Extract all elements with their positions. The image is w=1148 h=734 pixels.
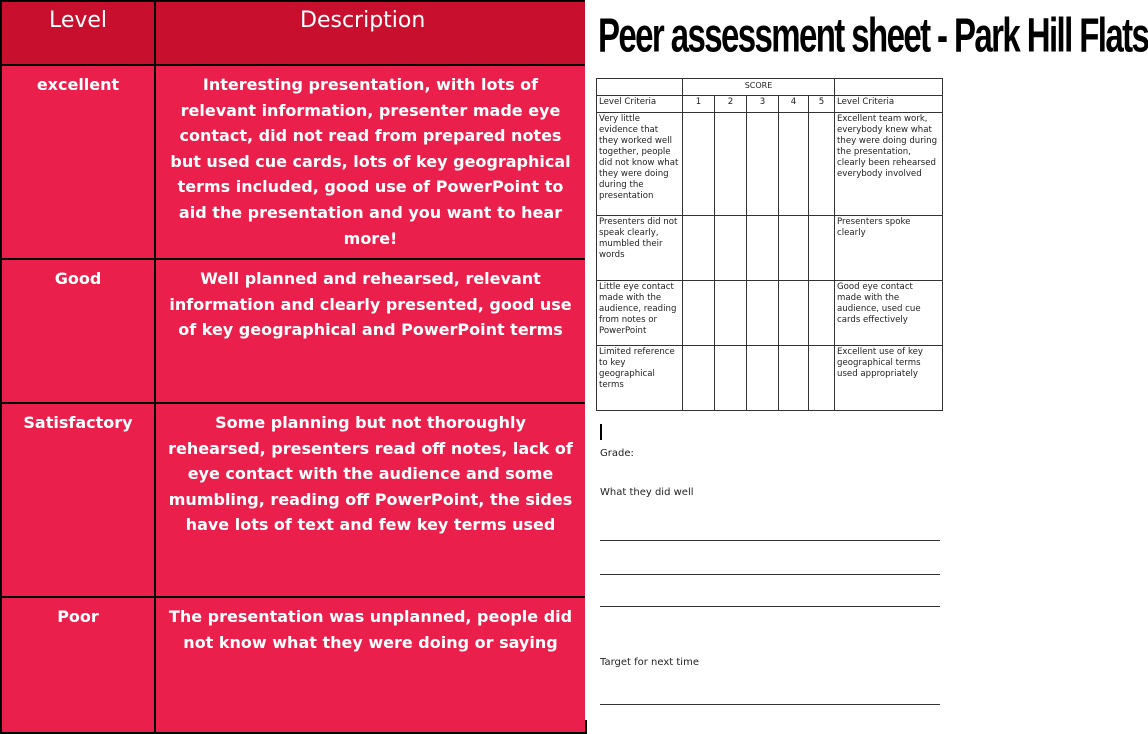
criteria-right: Excellent use of key geographical terms used appropriately — [835, 346, 943, 411]
score-cell[interactable] — [747, 281, 779, 346]
table-row — [597, 216, 943, 281]
grade-label: Grade: — [600, 448, 634, 459]
score-cell[interactable] — [779, 346, 809, 411]
criteria-right: Good eye contact made with the audience, used cue cards effectively — [835, 281, 943, 346]
table-row — [597, 281, 943, 346]
score-cell[interactable] — [747, 216, 779, 281]
sheet-title: Peer assessment sheet - Park Hill Flats — [598, 8, 1148, 62]
well-label: What they did well — [600, 487, 694, 498]
score-cell[interactable] — [809, 113, 835, 216]
score-header-row — [597, 79, 943, 96]
score-cell[interactable] — [715, 113, 747, 216]
answer-line[interactable] — [600, 574, 940, 575]
criteria-left: Limited reference to key geographical terms — [597, 346, 683, 411]
score-cell[interactable] — [683, 113, 715, 216]
score-cell[interactable] — [747, 113, 779, 216]
score-5: 5 — [809, 96, 835, 113]
level-cell: Satisfactory — [1, 403, 155, 597]
score-cell[interactable] — [715, 216, 747, 281]
table-row — [1, 65, 586, 259]
criteria-header-row — [597, 96, 943, 113]
score-cell[interactable] — [809, 281, 835, 346]
answer-line[interactable] — [600, 704, 940, 705]
rubric-header-row — [1, 1, 586, 65]
criteria-left: Little eye contact made with the audience, reading from notes or PowerPoint — [597, 281, 683, 346]
table-row — [1, 259, 586, 403]
score-1: 1 — [683, 96, 715, 113]
target-label: Target for next time — [600, 657, 699, 668]
table-row — [1, 597, 586, 733]
description-cell: Interesting presentation, with lots of relevant information, presenter made eye contact, did not read from prepared notes but used cue cards, lots of key geographical terms included, good use of PowerPoint to aid the presentation and you want to hear more! — [155, 65, 586, 259]
answer-line[interactable] — [600, 540, 940, 541]
description-cell: Some planning but not thoroughly rehearsed, presenters read off notes, lack of eye contact with the audience and some mumbling, reading off PowerPoint, the sides have lots of text and few key terms used — [155, 403, 586, 597]
score-cell[interactable] — [779, 113, 809, 216]
score-cell[interactable] — [747, 346, 779, 411]
score-cell[interactable] — [683, 281, 715, 346]
score-3: 3 — [747, 96, 779, 113]
criteria-left: Presenters did not speak clearly, mumbled their words — [597, 216, 683, 281]
criteria-right: Excellent team work, everybody knew what they were doing during the presentation, clearly been rehearsed everybody involved — [835, 113, 943, 216]
score-cell[interactable] — [715, 281, 747, 346]
text-cursor — [600, 424, 602, 440]
level-cell: Poor — [1, 597, 155, 733]
description-header: Description — [155, 1, 586, 65]
criteria-label-right: Level Criteria — [835, 96, 943, 113]
score-cell[interactable] — [715, 346, 747, 411]
level-header: Level — [1, 1, 155, 65]
score-2: 2 — [715, 96, 747, 113]
level-cell: excellent — [1, 65, 155, 259]
criteria-label-left: Level Criteria — [597, 96, 683, 113]
description-cell: The presentation was unplanned, people did not know what they were doing or saying — [155, 597, 586, 733]
level-cell: Good — [1, 259, 155, 403]
criteria-right: Presenters spoke clearly — [835, 216, 943, 281]
score-cell[interactable] — [779, 281, 809, 346]
table-row — [597, 113, 943, 216]
score-cell[interactable] — [809, 346, 835, 411]
table-row — [1, 403, 586, 597]
score-table — [596, 78, 943, 411]
score-cell[interactable] — [683, 346, 715, 411]
table-row — [597, 346, 943, 411]
rubric-table-panel — [0, 0, 585, 720]
score-4: 4 — [779, 96, 809, 113]
answer-line[interactable] — [600, 606, 940, 607]
score-cell[interactable] — [683, 216, 715, 281]
criteria-left: Very little evidence that they worked well together, people did not know what they were doing during the presentation — [597, 113, 683, 216]
score-label: SCORE — [683, 79, 835, 96]
description-cell: Well planned and rehearsed, relevant information and clearly presented, good use of key geographical and PowerPoint terms — [155, 259, 586, 403]
score-cell[interactable] — [809, 216, 835, 281]
score-cell[interactable] — [779, 216, 809, 281]
